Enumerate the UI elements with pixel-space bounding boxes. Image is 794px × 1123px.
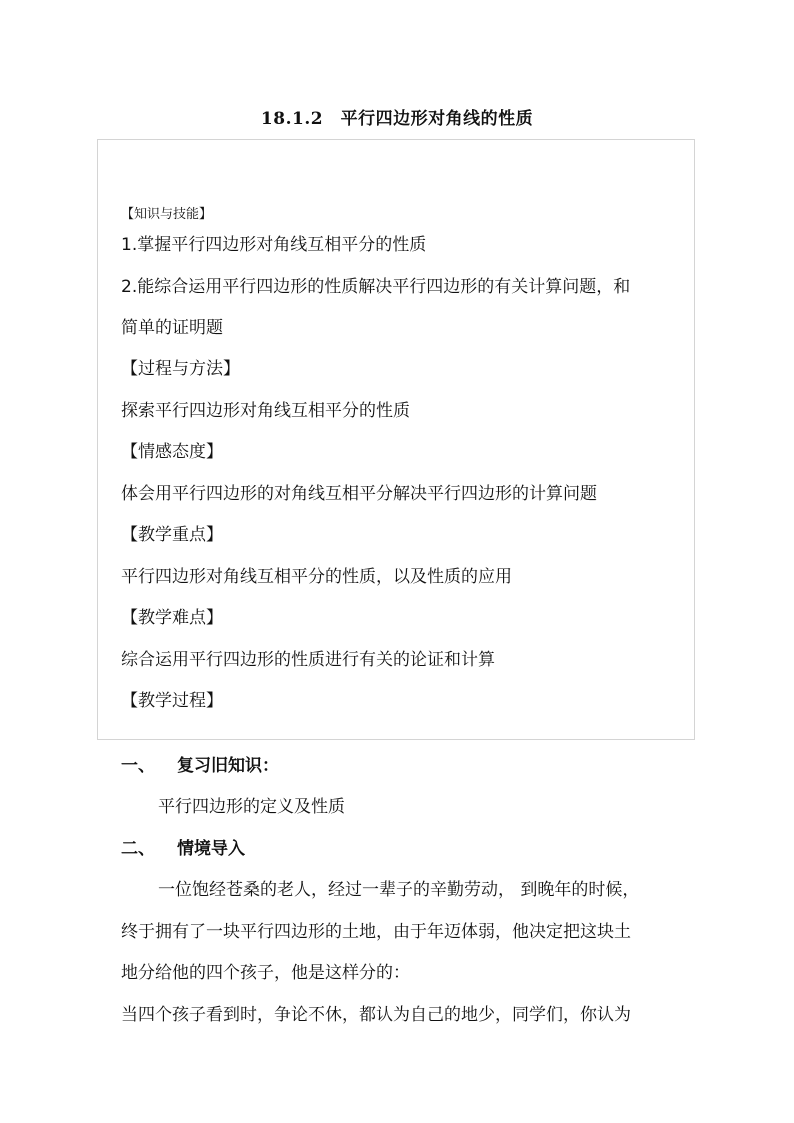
knowledge-item-2-continued: 简单的证明题: [121, 318, 223, 338]
focus-label: 【教学重点】: [121, 525, 223, 545]
section-1-heading: 复习旧知识：: [177, 756, 279, 776]
page-title: 18.1.2 平行四边形对角线的性质: [260, 109, 534, 129]
knowledge-item-1: 1.掌握平行四边形对角线互相平分的性质: [121, 235, 427, 255]
emotion-text: 体会用平行四边形的对角线互相平分解决平行四边形的计算问题: [121, 484, 597, 504]
section-2-line-2: 终于拥有了一块平行四边形的土地，由于年迈体弱，他决定把这块土: [121, 922, 631, 942]
process-label: 【过程与方法】: [121, 359, 240, 379]
focus-text: 平行四边形对角线互相平分的性质，以及性质的应用: [121, 567, 512, 587]
section-1-line-1: 平行四边形的定义及性质: [158, 797, 345, 817]
emotion-label: 【情感态度】: [121, 442, 223, 462]
section-2-line-4: 当四个孩子看到时，争论不休，都认为自己的地少，同学们，你认为: [121, 1005, 631, 1025]
section-1-number: 一、: [121, 756, 155, 776]
knowledge-item-2: 2.能综合运用平行四边形的性质解决平行四边形的有关计算问题，和: [121, 277, 631, 297]
section-2-line-3: 地分给他的四个孩子，他是这样分的：: [121, 963, 410, 983]
section-2-number: 二、: [121, 839, 155, 859]
section-2-line-1: 一位饱经苍桑的老人，经过一辈子的辛勤劳动， 到晚年的时候，: [158, 880, 640, 900]
teaching-process-label: 【教学过程】: [121, 691, 223, 711]
difficulty-text: 综合运用平行四边形的性质进行有关的论证和计算: [121, 650, 495, 670]
section-2-heading: 情境导入: [177, 839, 245, 859]
difficulty-label: 【教学难点】: [121, 608, 223, 628]
knowledge-label: 【知识与技能】: [121, 207, 213, 222]
process-text: 探索平行四边形对角线互相平分的性质: [121, 401, 410, 421]
